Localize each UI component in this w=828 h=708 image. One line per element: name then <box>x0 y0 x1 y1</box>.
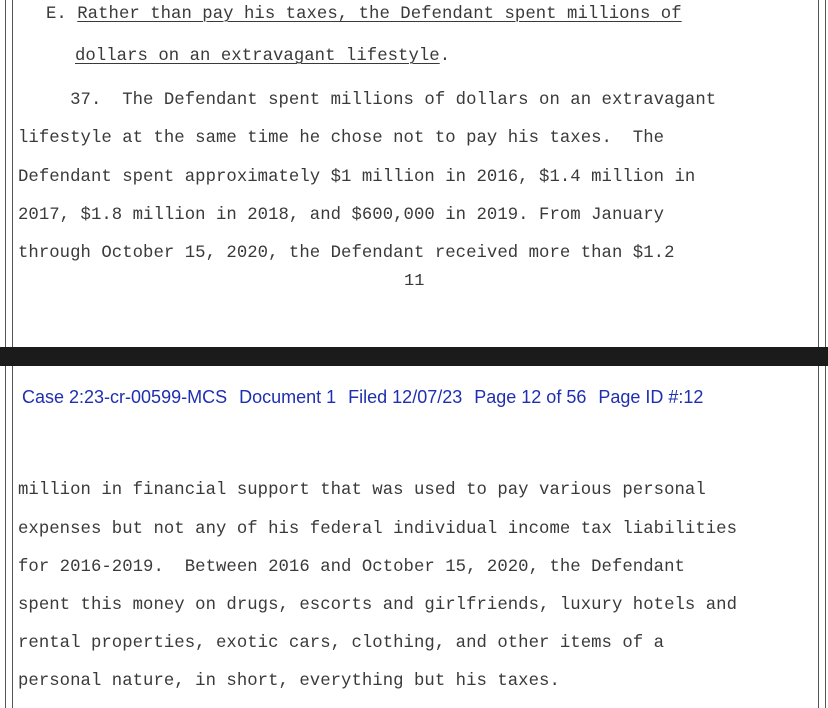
section-marker: E. <box>46 5 67 24</box>
paragraph-line: 2017, $1.8 million in 2018, and $600,000 in 2019. From January <box>18 206 665 225</box>
document-number: Document 1 <box>239 387 337 407</box>
page-count: Page 12 of 56 <box>474 387 587 407</box>
page-right-border <box>818 366 826 708</box>
paragraph-line: expenses but not any of his federal individual income tax liabilities <box>18 520 738 539</box>
section-heading-text-2: dollars on an extravagant lifestyle <box>75 47 440 66</box>
paragraph-line: spent this money on drugs, escorts and girlfriends, luxury hotels and <box>18 596 738 615</box>
section-heading-period: . <box>439 47 451 66</box>
page-separator <box>0 347 828 366</box>
document-page-11 <box>0 0 828 347</box>
case-number: Case 2:23-cr-00599-MCS <box>22 387 228 407</box>
case-header <box>22 386 715 408</box>
paragraph-line: lifestyle at the same time he chose not to pay his taxes. The <box>18 129 665 148</box>
page-number: 11 <box>404 272 425 291</box>
paragraph-line: Defendant spent approximately $1 million in 2016, $1.4 million in <box>18 168 696 187</box>
filed-date: Filed 12/07/23 <box>348 387 463 407</box>
section-heading-line-1 <box>46 5 682 25</box>
page-left-border <box>5 0 13 347</box>
section-heading-text-1: Rather than pay his taxes, the Defendant spent millions of <box>77 5 682 24</box>
paragraph-line: personal nature, in short, everything but his taxes. <box>18 672 560 691</box>
page-left-border <box>5 366 13 708</box>
section-heading-line-2 <box>75 47 450 67</box>
page-right-border <box>818 0 826 347</box>
paragraph-line: million in financial support that was used to pay various personal <box>18 481 706 500</box>
paragraph-line: 37. The Defendant spent millions of dollars on an extravagant <box>18 91 717 110</box>
document-page-12 <box>0 366 828 708</box>
page-id: Page ID #:12 <box>598 387 704 407</box>
paragraph-line: rental properties, exotic cars, clothing, and other items of a <box>18 634 665 653</box>
paragraph-line: through October 15, 2020, the Defendant received more than $1.2 <box>18 244 675 263</box>
paragraph-line: for 2016-2019. Between 2016 and October 15, 2020, the Defendant <box>18 558 685 577</box>
